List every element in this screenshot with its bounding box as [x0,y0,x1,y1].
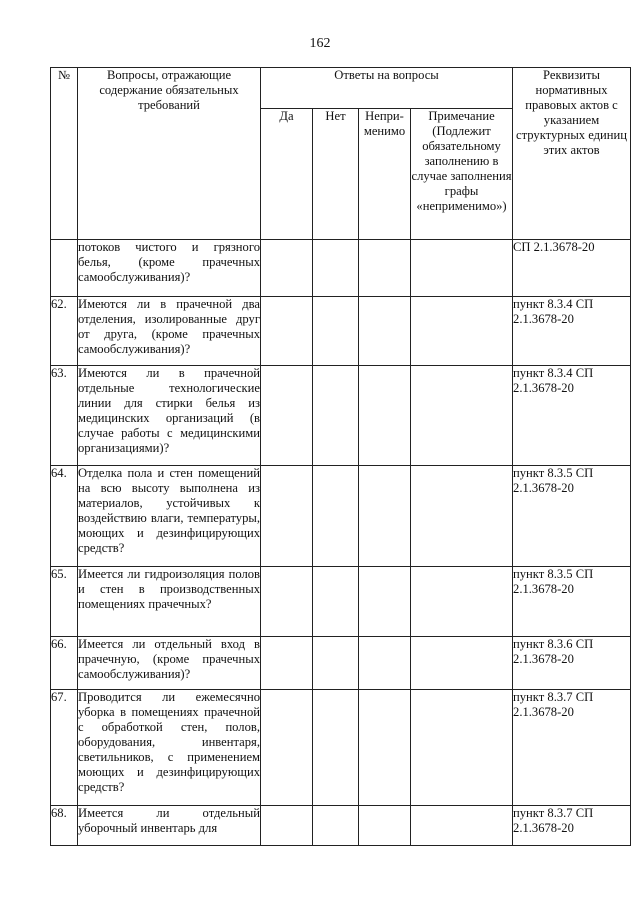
answer-yes-cell[interactable] [261,567,313,637]
answer-no-cell[interactable] [313,297,359,366]
row-reference: пункт 8.3.7 СП 2.1.3678-20 [513,806,631,846]
row-question: Имеются ли в прачечной два отделения, изолированные друг от друга, (кроме прачечных самообслуживания)? [78,297,261,366]
row-question: потоков чистого и грязного белья, (кроме прачечных самообслуживания)? [78,240,261,297]
answer-no-cell[interactable] [313,567,359,637]
answer-no-cell[interactable] [313,466,359,567]
row-number: 63. [51,366,78,466]
answer-na-cell[interactable] [359,806,411,846]
table-row [51,690,631,806]
page-number: 162 [309,36,331,51]
requirements-table [50,67,631,846]
header-row-top [51,68,631,109]
note-cell[interactable] [411,297,513,366]
row-reference: пункт 8.3.4 СП 2.1.3678-20 [513,366,631,466]
row-reference: СП 2.1.3678-20 [513,240,631,297]
header-question: Вопросы, отражающие содержание обязательных требований [78,68,261,240]
row-number: 68. [51,806,78,846]
answer-na-cell[interactable] [359,366,411,466]
answer-yes-cell[interactable] [261,366,313,466]
table-row [51,806,631,846]
row-number: 64. [51,466,78,567]
answer-no-cell[interactable] [313,806,359,846]
row-question: Отделка пола и стен помещений на всю высоту выполнена из материалов, устойчивых к воздействию влаги, температуры, моющих и дезинфицирующих средств? [78,466,261,567]
row-reference: пункт 8.3.7 СП 2.1.3678-20 [513,690,631,806]
header-yes: Да [261,109,313,240]
row-number: 67. [51,690,78,806]
header-requisites: Реквизиты нормативных правовых актов с указанием структурных единиц этих актов [513,68,631,240]
answer-na-cell[interactable] [359,240,411,297]
row-reference: пункт 8.3.5 СП 2.1.3678-20 [513,567,631,637]
row-reference: пункт 8.3.5 СП 2.1.3678-20 [513,466,631,567]
note-cell[interactable] [411,637,513,690]
answer-na-cell[interactable] [359,297,411,366]
answer-na-cell[interactable] [359,567,411,637]
row-question: Имеется ли гидроизоляция полов и стен в производственных помещениях прачечных? [78,567,261,637]
answer-na-cell[interactable] [359,690,411,806]
row-question: Проводится ли ежемесячно уборка в помещениях прачечной с обработкой стен, полов, оборудования, инвентаря, светильников, с применением моющих и дезинфицирующих средств? [78,690,261,806]
header-answers-group: Ответы на вопросы [261,68,513,109]
note-cell[interactable] [411,240,513,297]
table-row [51,466,631,567]
answer-no-cell[interactable] [313,366,359,466]
answer-yes-cell[interactable] [261,466,313,567]
row-question: Имеется ли отдельный уборочный инвентарь для [78,806,261,846]
table-row [51,366,631,466]
answer-yes-cell[interactable] [261,806,313,846]
header-number: № [51,68,78,240]
row-number: 65. [51,567,78,637]
row-reference: пункт 8.3.6 СП 2.1.3678-20 [513,637,631,690]
answer-na-cell[interactable] [359,466,411,567]
row-question: Имеется ли отдельный вход в прачечную, (кроме прачечных самообслуживания)? [78,637,261,690]
answer-no-cell[interactable] [313,637,359,690]
row-number: 66. [51,637,78,690]
table-row [51,297,631,366]
answer-no-cell[interactable] [313,690,359,806]
answer-yes-cell[interactable] [261,297,313,366]
answer-no-cell[interactable] [313,240,359,297]
answer-na-cell[interactable] [359,637,411,690]
header-note: Примечание (Подлежит обязательному заполнению в случае заполнения графы «неприменимо») [411,109,513,240]
table-row [51,637,631,690]
table-row [51,240,631,297]
header-not-applicable: Непри-менимо [359,109,411,240]
note-cell[interactable] [411,366,513,466]
note-cell[interactable] [411,806,513,846]
answer-yes-cell[interactable] [261,637,313,690]
note-cell[interactable] [411,690,513,806]
note-cell[interactable] [411,567,513,637]
row-question: Имеются ли в прачечной отдельные технологические линии для стирки белья из медицинских организаций (в случае работы с медицинскими организациями)? [78,366,261,466]
row-reference: пункт 8.3.4 СП 2.1.3678-20 [513,297,631,366]
row-number [51,240,78,297]
answer-yes-cell[interactable] [261,240,313,297]
row-number: 62. [51,297,78,366]
answer-yes-cell[interactable] [261,690,313,806]
note-cell[interactable] [411,466,513,567]
table-row [51,567,631,637]
header-no: Нет [313,109,359,240]
